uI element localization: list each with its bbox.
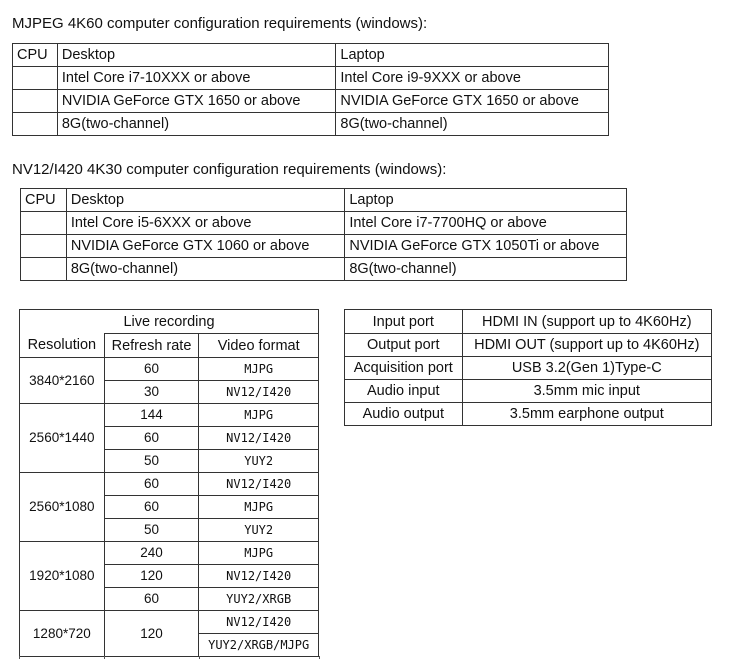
table-row: [21, 235, 627, 258]
table-row: [20, 542, 319, 565]
format-cell: MJPG: [199, 404, 319, 427]
refresh-cell: 60: [104, 473, 199, 496]
table-row: [21, 258, 627, 281]
refresh-cell: 50: [104, 450, 199, 473]
resolution-cell: 1920*1080: [20, 542, 105, 611]
table-cell: [21, 235, 67, 258]
format-cell: YUY2/XRGB: [199, 588, 319, 611]
table-row: [21, 212, 627, 235]
table-row: [20, 473, 319, 496]
port-value-cell: HDMI IN (support up to 4K60Hz): [462, 310, 711, 334]
table-cell: NVIDIA GeForce GTX 1650 or above: [336, 90, 609, 113]
refresh-cell: 60: [104, 496, 199, 519]
format-cell: NV12/I420: [199, 611, 319, 634]
port-name-cell: Output port: [345, 334, 463, 357]
table-cell: 8G(two-channel): [345, 258, 627, 281]
col-header-laptop: Laptop: [336, 44, 609, 67]
table-cell: NVIDIA GeForce GTX 1650 or above: [57, 90, 336, 113]
table-cell: [13, 90, 58, 113]
format-cell: YUY2/XRGB/MJPG: [199, 634, 319, 657]
port-value-cell: 3.5mm earphone output: [462, 403, 711, 426]
table-row: [13, 67, 609, 90]
port-name-cell: Audio output: [345, 403, 463, 426]
resolution-cell: 2560*1440: [20, 404, 105, 473]
live-recording-table: [19, 309, 319, 657]
col-header-refresh-rate: Refresh rate: [104, 334, 199, 358]
resolution-cell: 3840*2160: [20, 358, 105, 404]
refresh-cell: 60: [104, 358, 199, 381]
col-header-desktop: Desktop: [66, 189, 345, 212]
refresh-cell: 144: [104, 404, 199, 427]
format-cell: YUY2: [199, 519, 319, 542]
format-cell: NV12/I420: [199, 565, 319, 588]
table-cell: 8G(two-channel): [57, 113, 336, 136]
live-recording-title: Live recording: [20, 310, 319, 334]
table-row: [345, 310, 712, 334]
port-value-cell: USB 3.2(Gen 1)Type-C: [462, 357, 711, 380]
refresh-cell: 120: [104, 611, 199, 657]
table-cell: Intel Core i7-10XXX or above: [57, 67, 336, 90]
refresh-cell: 240: [104, 542, 199, 565]
col-header-desktop: Desktop: [57, 44, 336, 67]
mjpeg-config-table: [12, 43, 609, 136]
col-header-cpu: CPU: [13, 44, 58, 67]
table-row: [345, 380, 712, 403]
table-cell: [21, 258, 67, 281]
port-name-cell: Audio input: [345, 380, 463, 403]
table-cell: [13, 113, 58, 136]
table-header-row: [21, 189, 627, 212]
resolution-cell: 1280*720: [20, 611, 105, 657]
ports-table: [344, 309, 712, 426]
format-cell: NV12/I420: [199, 427, 319, 450]
table-row: [13, 113, 609, 136]
table-cell: [13, 67, 58, 90]
col-header-cpu: CPU: [21, 189, 67, 212]
format-cell: MJPG: [199, 358, 319, 381]
port-value-cell: 3.5mm mic input: [462, 380, 711, 403]
col-header-video-format: Video format: [199, 334, 319, 358]
table-cell: NVIDIA GeForce GTX 1060 or above: [66, 235, 345, 258]
table-cell: 8G(two-channel): [66, 258, 345, 281]
table-cell: [21, 212, 67, 235]
mjpeg-heading: MJPEG 4K60 computer configuration requirements (windows):: [12, 15, 428, 32]
table-row: [20, 404, 319, 427]
format-cell: NV12/I420: [199, 473, 319, 496]
table-title-row: [20, 310, 319, 334]
port-name-cell: Acquisition port: [345, 357, 463, 380]
col-header-resolution: Resolution: [20, 334, 105, 358]
nv12-config-table: [20, 188, 627, 281]
table-cell: 8G(two-channel): [336, 113, 609, 136]
port-value-cell: HDMI OUT (support up to 4K60Hz): [462, 334, 711, 357]
refresh-cell: 60: [104, 427, 199, 450]
format-cell: YUY2: [199, 450, 319, 473]
refresh-cell: 30: [104, 381, 199, 404]
table-row: [20, 358, 319, 381]
resolution-cell: 2560*1080: [20, 473, 105, 542]
format-cell: NV12/I420: [199, 381, 319, 404]
table-row: [345, 334, 712, 357]
table-row: [345, 403, 712, 426]
port-name-cell: Input port: [345, 310, 463, 334]
table-cell: NVIDIA GeForce GTX 1050Ti or above: [345, 235, 627, 258]
table-row: [20, 611, 319, 634]
nv12-heading: NV12/I420 4K30 computer configuration requirements (windows):: [12, 161, 447, 178]
format-cell: MJPG: [199, 496, 319, 519]
table-cell: Intel Core i5-6XXX or above: [66, 212, 345, 235]
table-cell: Intel Core i7-7700HQ or above: [345, 212, 627, 235]
refresh-cell: 60: [104, 588, 199, 611]
col-header-laptop: Laptop: [345, 189, 627, 212]
table-cell: Intel Core i9-9XXX or above: [336, 67, 609, 90]
table-row: [13, 90, 609, 113]
refresh-cell: 50: [104, 519, 199, 542]
table-header-row: [20, 334, 319, 358]
table-row: [345, 357, 712, 380]
format-cell: MJPG: [199, 542, 319, 565]
refresh-cell: 120: [104, 565, 199, 588]
table-header-row: [13, 44, 609, 67]
